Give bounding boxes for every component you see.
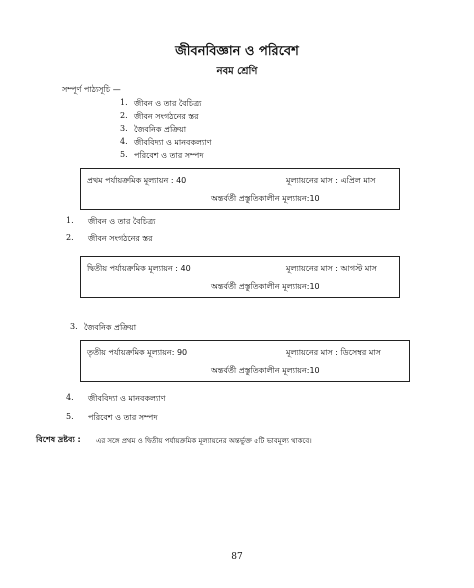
topic-number: 2. (66, 233, 74, 242)
page-title: জীবনবিজ্ঞান ও পরিবেশ (175, 44, 299, 59)
note-text: এর সঙ্গে প্রথম ও দ্বিতীয় পর্যায়ক্রমিক মূল্যায়নের অন্তর্ভুক্ত ৫টি ভাবমূল্য থাকবে। (96, 437, 312, 445)
topic-text: জীবন ও তার বৈচিত্র্য (88, 217, 156, 226)
second-formative-evaluation: অন্তর্বর্তী প্রস্তুতিকালীন মূল্যায়ন:10 (211, 282, 320, 291)
topic-text: জীবন সংগঠনের স্তর (88, 234, 153, 243)
second-evaluation-month: মূল্যায়নের মাস : আগস্ট মাস (286, 264, 377, 273)
first-evaluation-label: প্রথম পর্যায়ক্রমিক মূল্যায়ন : 40 (87, 176, 187, 185)
topic-text: পরিবেশ ও তার সম্পদ (88, 413, 158, 422)
second-evaluation-label: দ্বিতীয় পর্যায়ক্রমিক মূল্যায়ন : 40 (87, 264, 191, 273)
topic-text: জৈবনিক প্রক্রিয়া (84, 323, 137, 332)
topic-number: 4. (66, 393, 74, 402)
third-evaluation-label: তৃতীয় পর্যায়ক্রমিক মূল্যায়ন: 90 (87, 348, 188, 357)
third-formative-evaluation: অন্তর্বর্তী প্রস্তুতিকালীন মূল্যায়ন:10 (211, 366, 320, 375)
third-evaluation-month: মূল্যায়নের মাস : ডিসেম্বর মাস (286, 348, 381, 357)
syllabus-item-number: 3. (120, 124, 128, 133)
topic-text: জীববিদ্যা ও মানবকল্যাণ (88, 394, 166, 403)
syllabus-item-text: পরিবেশ ও তার সম্পদ (134, 151, 204, 160)
second-evaluation-box (80, 256, 400, 298)
note-label: বিশেষ দ্রষ্টব্য : (36, 435, 81, 444)
topic-number: 3. (70, 322, 78, 331)
page-number: 87 (231, 552, 243, 562)
syllabus-item-number: 1. (120, 98, 128, 107)
syllabus-item-text: জীবন সংগঠনের স্তর (134, 112, 199, 121)
syllabus-heading: সম্পূর্ণ পাঠ্যসূচি — (62, 85, 121, 94)
topic-number: 1. (66, 216, 74, 225)
third-evaluation-box (80, 340, 410, 382)
class-subtitle: নবম শ্রেণি (216, 66, 258, 77)
first-formative-evaluation: অন্তর্বর্তী প্রস্তুতিকালীন মূল্যায়ন:10 (211, 194, 320, 203)
syllabus-item-text: জীবন ও তার বৈচিত্র্য (134, 99, 202, 108)
topic-number: 5. (66, 412, 74, 421)
syllabus-item-number: 2. (120, 111, 128, 120)
first-evaluation-box (80, 168, 400, 210)
first-evaluation-month: মূল্যায়নের মাস : এপ্রিল মাস (286, 176, 376, 185)
syllabus-item-text: জীববিদ্যা ও মানবকল্যাণ (134, 138, 212, 147)
syllabus-item-text: জৈবনিক প্রক্রিয়া (134, 125, 187, 134)
syllabus-item-number: 5. (120, 150, 128, 159)
syllabus-item-number: 4. (120, 137, 128, 146)
